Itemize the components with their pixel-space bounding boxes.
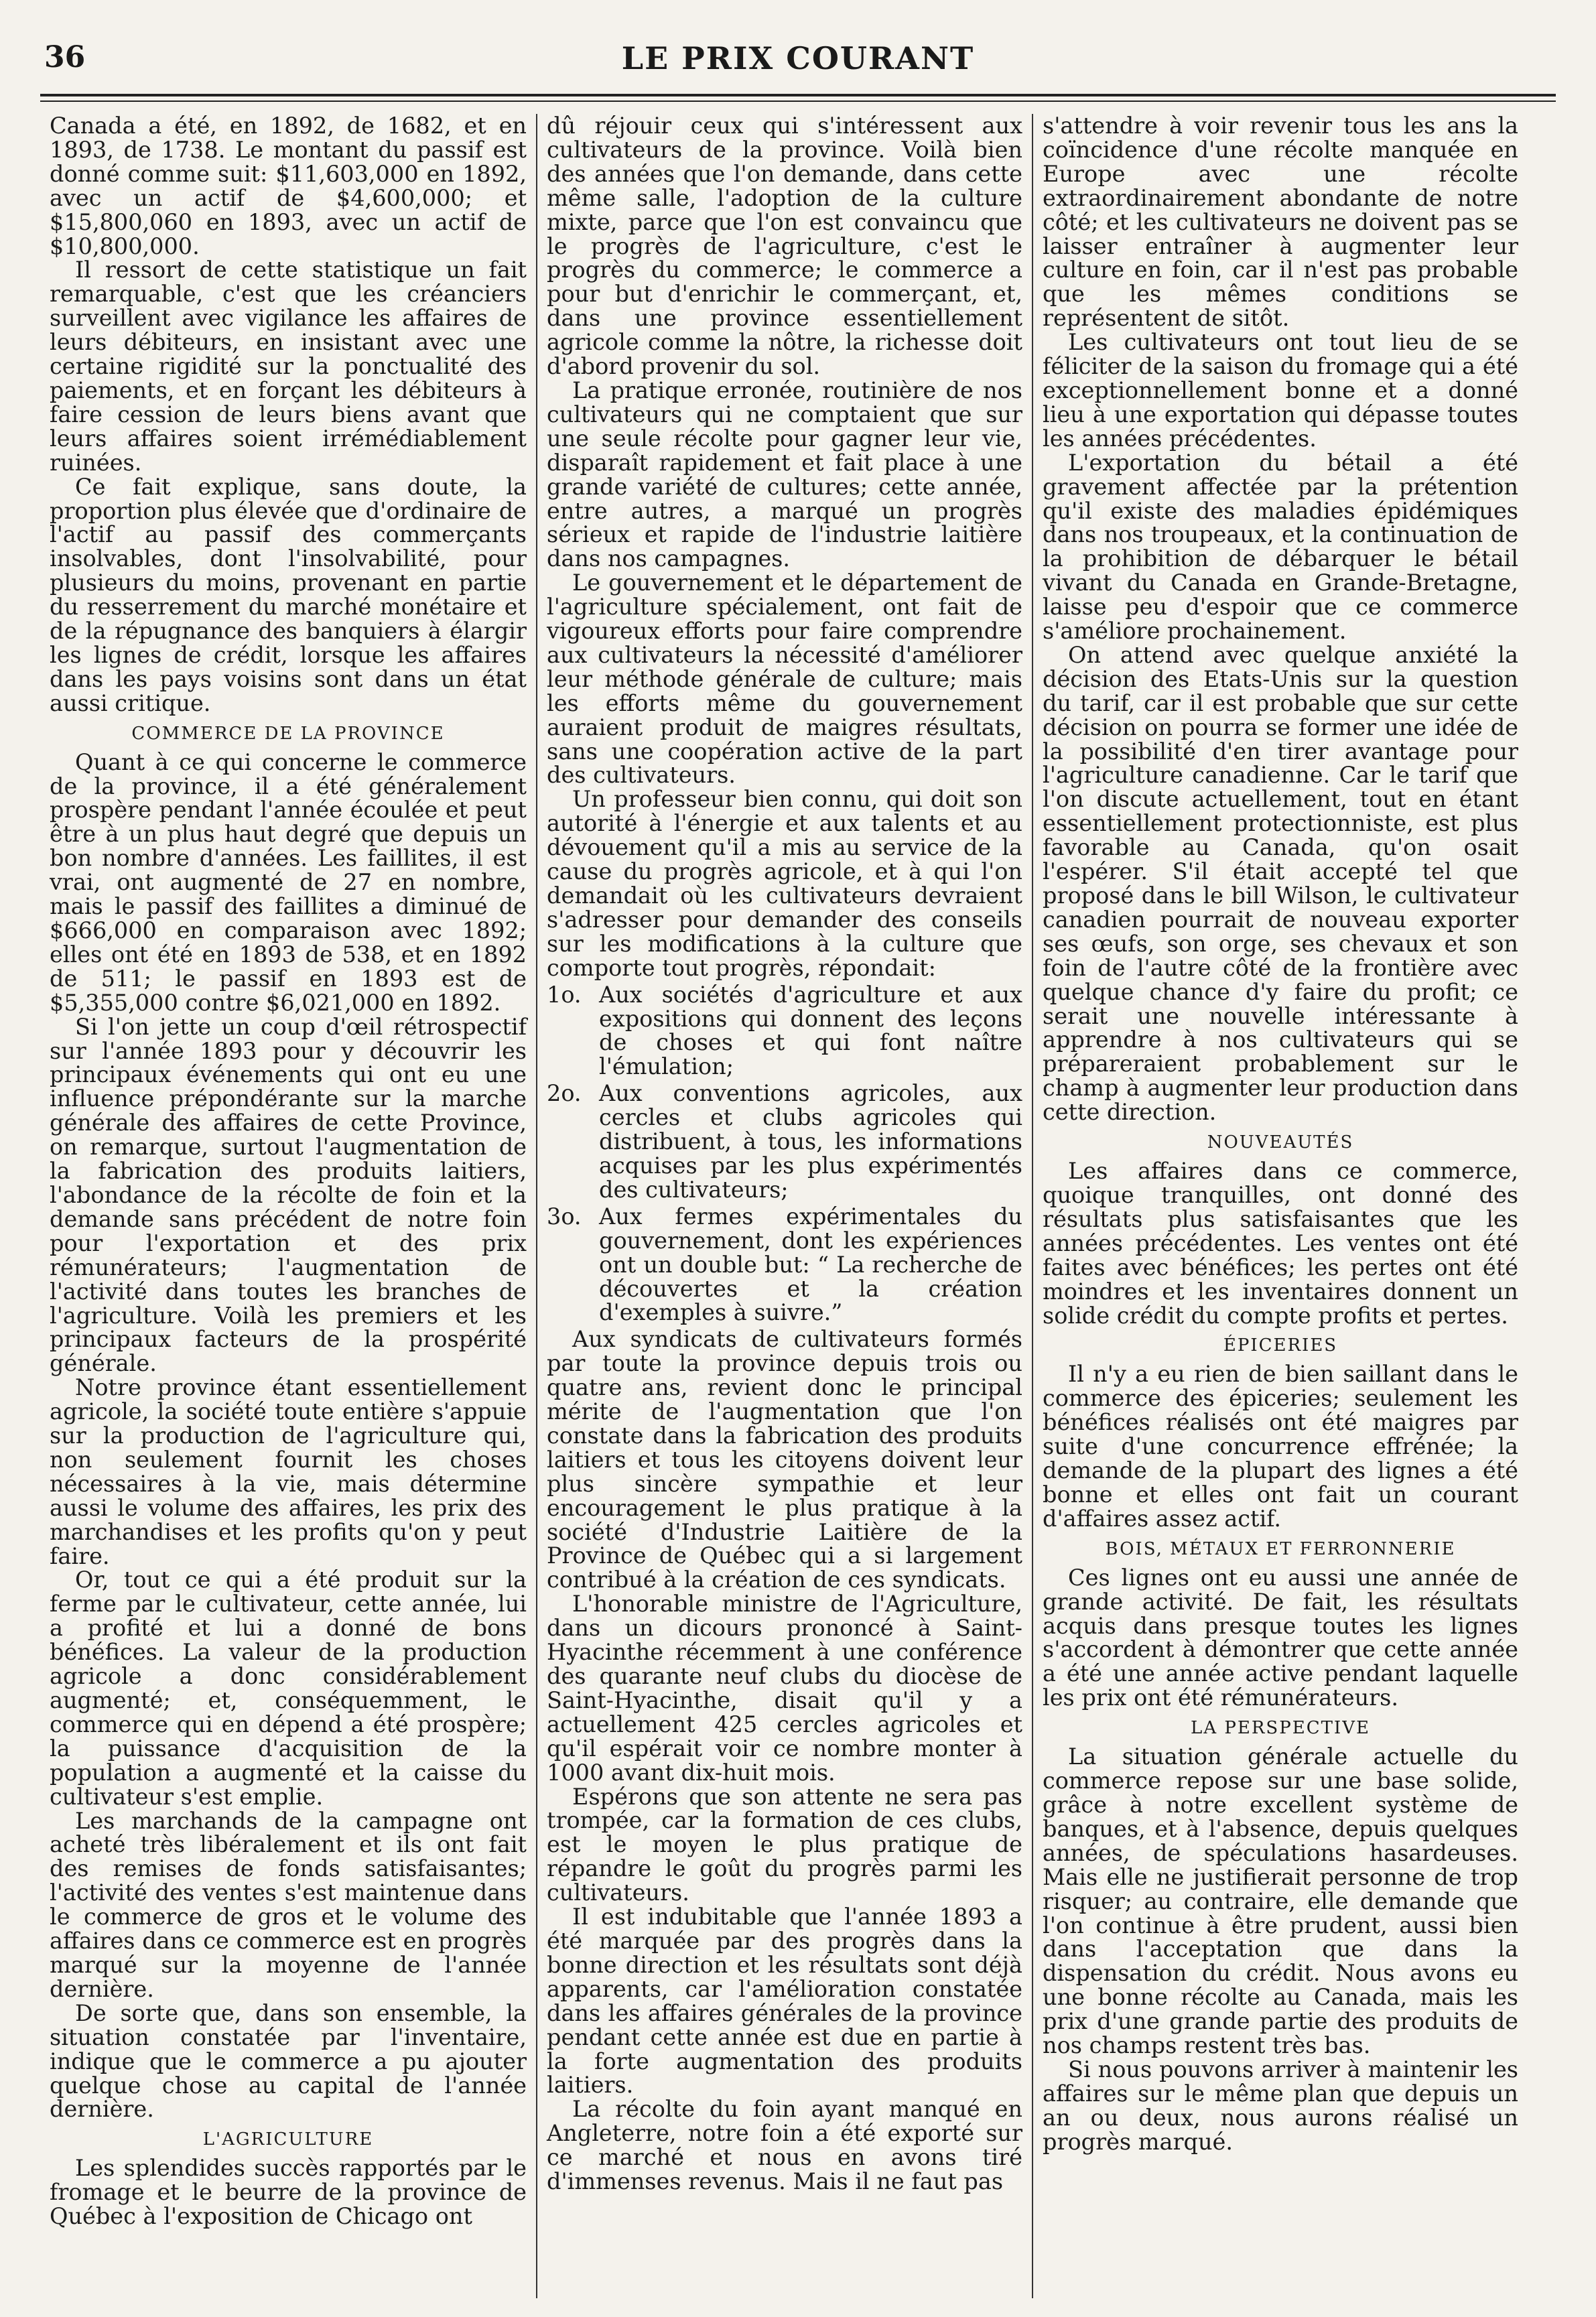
list-text: Aux conventions agricoles, aux cercles et clubs agricoles qui distribuent, à tous, les informations acquises par les plus expérimentés des cultivateurs; bbox=[599, 1080, 1022, 1203]
newspaper-page bbox=[40, 27, 1556, 2298]
paragraph: L'honorable ministre de l'Agriculture, dans un dicours prononcé à Saint-Hyacinthe récemment à une conférence des quarante neuf clubs du diocèse de Saint-Hyacinthe, disait qu'il y a actuellement 425 cercles agricoles et qu'il espérait voir ce nombre monter à 1000 avant dix-huit mois. bbox=[547, 1591, 1022, 1786]
paragraph: s'attendre à voir revenir tous les ans la coïncidence d'une récolte manquée en Europe avec une récolte extraordinairement abondante de notre côté; et les cultivateurs ne doivent pas se laisser entraîner à augmenter leur culture en foin, car il n'est pas probable que les mêmes conditions se représentent de sitôt. bbox=[1043, 114, 1518, 332]
list-text: Aux sociétés d'agriculture et aux expositions qui donnent des leçons de choses et qui font naître l'émulation; bbox=[599, 981, 1022, 1080]
paragraph: dû réjouir ceux qui s'intéressent aux cultivateurs de la province. Voilà bien des années que l'on demande, dans cette même salle, l'adoption de la culture mixte, parce que l'on est convaincu que le progrès de l'agriculture, c'est le progrès du commerce; le commerce a pour but d'enrichir le commerçant, et, dans une province essentiellement agricole comme la nôtre, la richesse doit d'abord provenir du sol. bbox=[547, 114, 1022, 380]
paragraph: Il ressort de cette statistique un fait remarquable, c'est que les créanciers surveillent avec vigilance les affaires de leurs débiteurs, en insistant avec une certaine rigidité sur la ponctualité des paiements, et en forçant les débiteurs à faire cession de leurs biens avant que leurs affaires soient irrémédiablement ruinées. bbox=[50, 257, 527, 476]
section-heading-commerce: COMMERCE DE LA PROVINCE bbox=[131, 723, 445, 744]
paragraph: L'exportation du bétail a été gravement affectée par la prétention qu'il existe des maladies épidémiques dans nos troupeaux, et la continuation de la prohibition de débarquer le bétail vivant du Canada en Grande-Bretagne, laisse peu d'espoir que ce commerce s'améliore prochainement. bbox=[1043, 449, 1518, 645]
column-left bbox=[40, 114, 536, 2298]
paragraph: On attend avec quelque anxiété la décision des Etats-Unis sur la question du tarif, car il est probable que sur cette décision on pourra se former une idée de la possibilité d'en tirer avantage pour l'agriculture canadienne. Car le tarif que l'on discute actuellement, tout en étant essentiellement protectionniste, est plus favorable au Canada, qu'on osait l'espérer. S'il était accepté tel que proposé dans le bill Wilson, le cultivateur canadien pourrait de nouveau exporter ses œufs, son orge, ses chevaux et son foin de l'autre côté de la frontière avec quelque chance d'y faire du profit; ce serait une nouvelle intéressante à apprendre à nos cultivateurs qui se prépareraient probablement sur le champ à augmenter leur production dans cette direction. bbox=[1043, 641, 1518, 1126]
text-columns bbox=[40, 114, 1556, 2298]
section-heading-perspective: LA PERSPECTIVE bbox=[1191, 1718, 1370, 1739]
paragraph: La récolte du foin ayant manqué en Angleterre, notre foin a été exporté sur ce marché et nous en avons tiré d'immenses revenus. Mais il ne faut pas bbox=[547, 2096, 1022, 2195]
paragraph: Il est indubitable que l'année 1893 a été marquée par des progrès dans la bonne direction et les résultats sont déjà apparents, car l'amélioration constatée dans les affaires générales de la province pendant cette année est due en partie à la forte augmentation des produits laitiers. bbox=[547, 1904, 1022, 2099]
section-heading-agriculture: L'AGRICULTURE bbox=[202, 2129, 374, 2150]
paragraph: Notre province étant essentiellement agricole, la société toute entière s'appuie sur la production de l'agriculture qui, non seulement fournit les choses nécessaires à la vie, mais détermine aussi le volume des affaires, les prix des marchandises et les profits qu'on y peut faire. bbox=[50, 1374, 527, 1569]
column-middle bbox=[536, 114, 1032, 2298]
paragraph: Les affaires dans ce commerce, quoique tranquilles, ont donné des résultats plus satisfaisantes que les années précédentes. Les ventes ont été faites avec bénéfices; les pertes ont été moindres et les inventaires donnent un solide crédit du compte profits et pertes. bbox=[1043, 1158, 1518, 1329]
paragraph: Les splendides succès rapportés par le fromage et le beurre de la province de Québec à l'exposition de Chicago ont bbox=[50, 2155, 527, 2230]
paragraph: Canada a été, en 1892, de 1682, et en 1893, de 1738. Le montant du passif est donné comme suit: $11,603,000 en 1892, avec un actif de $4,600,000; et $15,800,060 en 1893, avec un actif de $10,800,000. bbox=[50, 114, 527, 259]
paragraph: Les marchands de la campagne ont acheté très libéralement et ils ont fait des remises de fonds satisfaisantes; l'activité des ventes s'est maintenue dans le commerce de gros et le volume des affaires dans ce commerce est en progrès marqué sur la moyenne de l'année dernière. bbox=[50, 1807, 527, 2002]
paragraph: Aux syndicats de cultivateurs formés par toute la province depuis trois ou quatre ans, revient donc le principal mérite de l'augmentation que l'on constate dans la fabrication des produits laitiers et tous les citoyens doivent leur plus sincère sympathie et leur encouragement le plus pratique à la société d'Industrie Laitière de la Province de Québec qui a si largement contribué à la création de ces syndicats. bbox=[547, 1326, 1022, 1593]
journal-title: LE PRIX COURANT bbox=[621, 40, 975, 76]
page-header bbox=[40, 27, 1556, 87]
paragraph: Ces lignes ont eu aussi une année de grande activité. De fait, les résultats acquis dans presque toutes les lignes s'accordent à démontrer que cette année a été une année active pendant laquelle les prix ont été rémunérateurs. bbox=[1043, 1564, 1518, 1711]
paragraph: Si l'on jette un coup d'œil rétrospectif sur l'année 1893 pour y découvrir les principaux événements qui ont eu une influence prépondérante sur la marche générale des affaires de cette Province, on remarque, surtout l'augmentation de la fabrication des produits laitiers, l'abondance de la récolte de foin et la demande sans précédent de notre foin pour l'exportation et des prix rémunérateurs; l'augmentation de l'activité dans toutes les branches de l'agriculture. Voilà les premiers et les principaux facteurs de la prospérité générale. bbox=[50, 1013, 527, 1377]
paragraph: Or, tout ce qui a été produit sur la ferme par le cultivateur, cette année, lui a profité et lui a donné de bons bénéfices. La valeur de la production agricole a donc considérablement augmenté; et, conséquemment, le commerce qui en dépend a été prospère; la puissance d'acquisition de la population a augmenté et la caisse du cultivateur s'est emplie. bbox=[50, 1567, 527, 1810]
paragraph: La situation générale actuelle du commerce repose sur une base solide, grâce à notre excellent système de banques, et à l'absence, depuis quelques années, de spéculations hasardeuses. Mais elle ne justifierait personne de trop risquer; au contraire, elle demande que l'on continue à être prudent, aussi bien dans l'acceptation que dans la dispensation du crédit. Nous avons eu une bonne récolte au Canada, mais les prix d'une grande partie des produits de nos champs restent très bas. bbox=[1043, 1743, 1518, 2059]
list-number: 2o. bbox=[547, 1080, 582, 1107]
paragraph: Si nous pouvons arriver à maintenir les affaires sur le même plan que depuis un an ou deux, nous aurons réalisé un progrès marqué. bbox=[1043, 2056, 1518, 2155]
section-heading-epiceries: ÉPICERIES bbox=[1223, 1335, 1338, 1356]
paragraph: Quant à ce qui concerne le commerce de la province, il a été généralement prospère pendant l'année écoulée et peut être à un plus haut degré que depuis un bon nombre d'années. Les faillites, il est vrai, ont augmenté de 27 en nombre, mais le passif des faillites a diminué de $666,000 en comparaison avec 1892; elles ont été en 1893 de 538, et en 1892 de 511; le passif en 1893 est de $5,355,000 contre $6,021,000 en 1892. bbox=[50, 748, 527, 1016]
paragraph: Il n'y a eu rien de bien saillant dans le commerce des épiceries; seulement les bénéfices réalisés ont été maigres par suite d'une concurrence effrénée; la demande de la plupart des lignes a été bonne et elles ont fait un courant d'affaires assez actif. bbox=[1043, 1361, 1518, 1532]
list-number: 3o. bbox=[547, 1203, 582, 1230]
page-number: 36 bbox=[44, 40, 86, 74]
header-rule bbox=[40, 94, 1556, 96]
paragraph: Le gouvernement et le département de l'agriculture spécialement, ont fait de vigoureux efforts pour faire comprendre aux cultivateurs la nécessité d'améliorer leur méthode générale de culture; mais les efforts même du gouvernement auraient produit de maigres résultats, sans une coopération active de la part des cultivateurs. bbox=[547, 570, 1022, 789]
list-text: Aux fermes expérimentales du gouvernement, dont les expériences ont un double but: “ La recherche de découvertes et la création d'exemples à suivre.” bbox=[599, 1203, 1022, 1326]
paragraph: Un professeur bien connu, qui doit son autorité à l'énergie et aux talents et au dévouement qu'il a mis au service de la cause du progrès agricole, et à qui l'on demandait où les cultivateurs devraient s'adresser pour demander des conseils sur les modifications à la culture que comporte tout progrès, répondait: bbox=[547, 786, 1022, 981]
section-heading-nouveautes: NOUVEAUTÉS bbox=[1207, 1132, 1354, 1153]
section-heading-bois-metaux: BOIS, MÉTAUX ET FERRONNERIE bbox=[1105, 1538, 1456, 1559]
paragraph: De sorte que, dans son ensemble, la situation constatée par l'inventaire, indique que le commerce a pu ajouter quelque chose au capital de l'année dernière. bbox=[50, 1999, 527, 2123]
list-item bbox=[547, 1205, 1022, 1325]
list-number: 1o. bbox=[547, 981, 582, 1008]
column-right bbox=[1032, 114, 1528, 2298]
paragraph: Espérons que son attente ne sera pas trompée, car la formation de ces clubs, est le moyen le plus pratique de répandre le goût du progrès parmi les cultivateurs. bbox=[547, 1783, 1022, 1906]
paragraph: Les cultivateurs ont tout lieu de se féliciter de la saison du fromage qui a été exceptionnellement bonne et a donné lieu à une exportation qui dépasse toutes les années précédentes. bbox=[1043, 329, 1518, 452]
list-item bbox=[547, 1081, 1022, 1202]
paragraph: Ce fait explique, sans doute, la proportion plus élevée que d'ordinaire de l'actif au passif des commerçants insolvables, dont l'insolvabilité, pour plusieurs du moins, provenant en partie du resserrement du marché monétaire et de la répugnance des banquiers à élargir les lignes de crédit, lorsque les affaires dans les pays voisins sont dans un état aussi critique. bbox=[50, 473, 527, 716]
paragraph: La pratique erronée, routinière de nos cultivateurs qui ne comptaient que sur une seule récolte pour gagner leur vie, disparaît rapidement et fait place à une grande variété de cultures; cette année, entre autres, a marqué un progrès sérieux et rapide de l'industrie laitière dans nos campagnes. bbox=[547, 377, 1022, 572]
header-rule-thin bbox=[40, 101, 1556, 102]
list-item bbox=[547, 983, 1022, 1079]
